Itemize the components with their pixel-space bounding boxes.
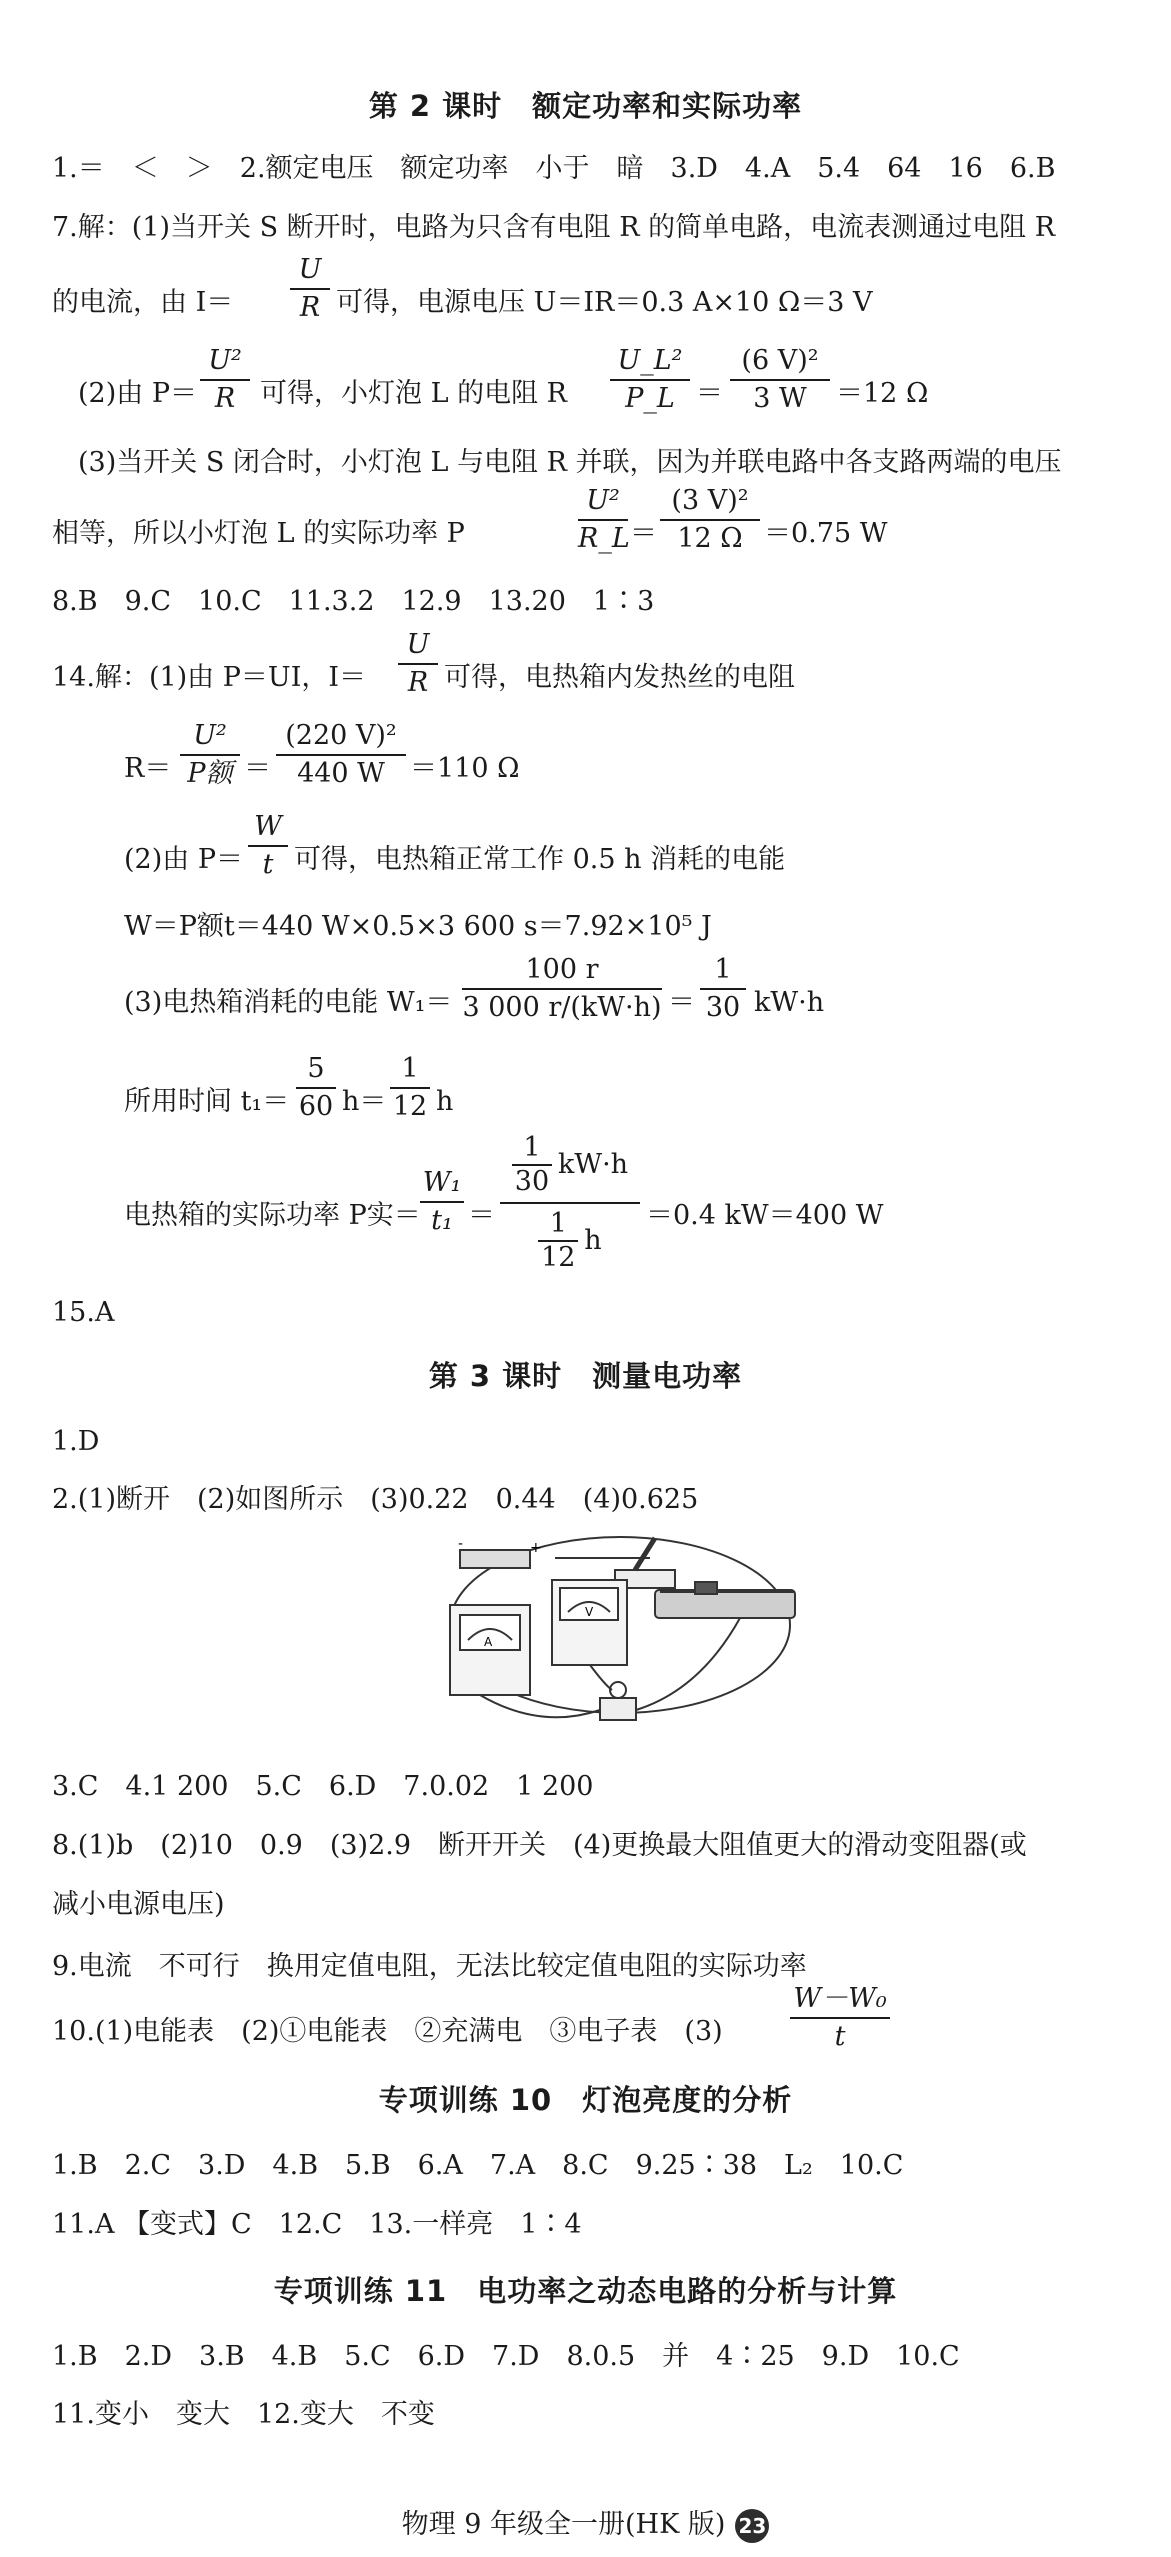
s3-answer-3: 3.C 4.1 200 5.C 6.D 7.0.02 1 200: [52, 1771, 594, 1802]
answer-14a-post: 可得，电热箱内发热丝的电阻: [444, 662, 795, 693]
fraction-14e-1: 100 r 3 000 r/(kW·h): [462, 954, 662, 1023]
footer-text: 物理 9 年级全一册(HK 版): [401, 2509, 726, 2540]
section-title-2: 第 2 课时 额定功率和实际功率: [368, 89, 803, 123]
fraction-7e-value: (3 V)² 12 Ω: [660, 485, 760, 555]
answer-14g-post: ＝0.4 kW＝400 W: [646, 1200, 884, 1231]
page-footer: [0, 2508, 1171, 2543]
answer-14c-pre: (2)由 P＝: [124, 844, 243, 875]
compound-fraction: 1 30 kW·h 1 12 h: [500, 1132, 640, 1274]
answer-14c-post: 可得，电热箱正常工作 0.5 h 消耗的电能: [294, 844, 786, 875]
fraction-u2-over-p: U² P额: [180, 720, 240, 790]
section-title-z10: 专项训练 10 灯泡亮度的分析: [378, 2083, 793, 2117]
answer-14f-post: h: [436, 1086, 454, 1117]
answer-14d: W＝P额t＝440 W×0.5×3 600 s＝7.92×10⁵ J: [124, 911, 712, 942]
fraction-14g-1: W₁ t₁: [420, 1167, 464, 1237]
z11-answer-2: 11.变小 变大 12.变大 不变: [52, 2399, 435, 2430]
fraction-14f-2: 1 12: [390, 1053, 430, 1123]
fraction-10: W－W₀ t: [790, 1983, 890, 2053]
page-number-badge: 23: [735, 2509, 769, 2543]
answer-7c-pre: (2)由 P＝: [78, 378, 197, 409]
answer-7e-post: ＝0.75 W: [764, 518, 888, 549]
answer-14g-pre: 电热箱的实际功率 P实＝: [124, 1200, 421, 1231]
s3-answer-10-pre: 10.(1)电能表 (2)①电能表 ②充满电 ③电子表 (3): [52, 2016, 723, 2047]
fraction-ul2-over-pl: U_L² P_L: [610, 345, 690, 415]
answer-7e-pre: 相等，所以小灯泡 L 的实际功率 P: [52, 518, 465, 549]
svg-text:+: +: [530, 1540, 542, 1556]
answer-7d: (3)当开关 S 闭合时，小灯泡 L 与电阻 R 并联，因为并联电路中各支路两端的电压: [78, 447, 1062, 478]
answer-7b-pre: 的电流，由 I＝: [52, 287, 234, 318]
z10-answer-2: 11.A 【变式】C 12.C 13.一样亮 1∶4: [52, 2209, 582, 2240]
answer-7b-post: 可得，电源电压 U＝IR＝0.3 A×10 Ω＝3 V: [336, 287, 873, 318]
svg-text:A: A: [484, 1635, 493, 1649]
svg-text:V: V: [585, 1605, 594, 1619]
fraction-u2-over-r: U² R: [200, 345, 250, 415]
answer-14a-pre: 14.解：(1)由 P＝UI，I＝: [52, 662, 367, 693]
fraction-14e-2: 1 30: [700, 954, 746, 1024]
answer-line-8: 8.B 9.C 10.C 11.3.2 12.9 13.20 1∶3: [52, 586, 655, 617]
answer-7a: 7.解：(1)当开关 S 断开时，电路为只含有电阻 R 的简单电路，电流表测通过电阻 R: [52, 212, 1056, 243]
fraction-u-over-r: U R: [290, 254, 330, 324]
answer-14f-pre: 所用时间 t₁＝: [124, 1086, 290, 1117]
s3-answer-2: 2.(1)断开 (2)如图所示 (3)0.22 0.44 (4)0.625: [52, 1484, 699, 1515]
answer-line-15: 15.A: [52, 1297, 115, 1328]
fraction-14b-value: (220 V)² 440 W: [276, 720, 406, 790]
s3-answer-8a: 8.(1)b (2)10 0.9 (3)2.9 断开开关 (4)更换最大阻值更大的滑动变阻器(或: [52, 1830, 1027, 1861]
section-title-z11: 专项训练 11 电功率之动态电路的分析与计算: [273, 2274, 898, 2308]
s3-answer-9: 9.电流 不可行 换用定值电阻，无法比较定值电阻的实际功率: [52, 1951, 807, 1982]
s3-answer-8b: 减小电源电压): [52, 1889, 225, 1920]
fraction-w-over-t: W t: [248, 811, 288, 881]
s3-answer-1: 1.D: [52, 1426, 100, 1457]
z11-answer-1: 1.B 2.D 3.B 4.B 5.C 6.D 7.D 8.0.5 并 4∶25 9.D 10.C: [52, 2341, 960, 2372]
fraction-u2-over-rl: U² R_L: [578, 485, 630, 554]
answer-7c-mid: 可得，小灯泡 L 的电阻 R: [260, 378, 568, 409]
fraction-14-u-over-r: U R: [398, 629, 438, 699]
answer-14e-post: kW·h: [754, 987, 825, 1018]
fraction-14f-1: 5 60: [296, 1053, 336, 1123]
answer-14b-post: ＝110 Ω: [410, 753, 520, 784]
svg-text:-: -: [458, 1536, 464, 1552]
answer-14e-pre: (3)电热箱消耗的电能 W₁＝: [124, 987, 453, 1018]
fraction-7c-value: (6 V)² 3 W: [730, 345, 830, 415]
section-title-3: 第 3 课时 测量电功率: [428, 1359, 743, 1393]
answer-7c-post: ＝12 Ω: [836, 378, 929, 409]
circuit-diagram: [440, 1530, 800, 1730]
z10-answer-1: 1.B 2.C 3.D 4.B 5.B 6.A 7.A 8.C 9.25∶38 L₂ 10.C: [52, 2150, 904, 2181]
answer-line-1: 1.＝ ＜ ＞ 2.额定电压 额定功率 小于 暗 3.D 4.A 5.4 64 16 6.B: [52, 153, 1056, 184]
